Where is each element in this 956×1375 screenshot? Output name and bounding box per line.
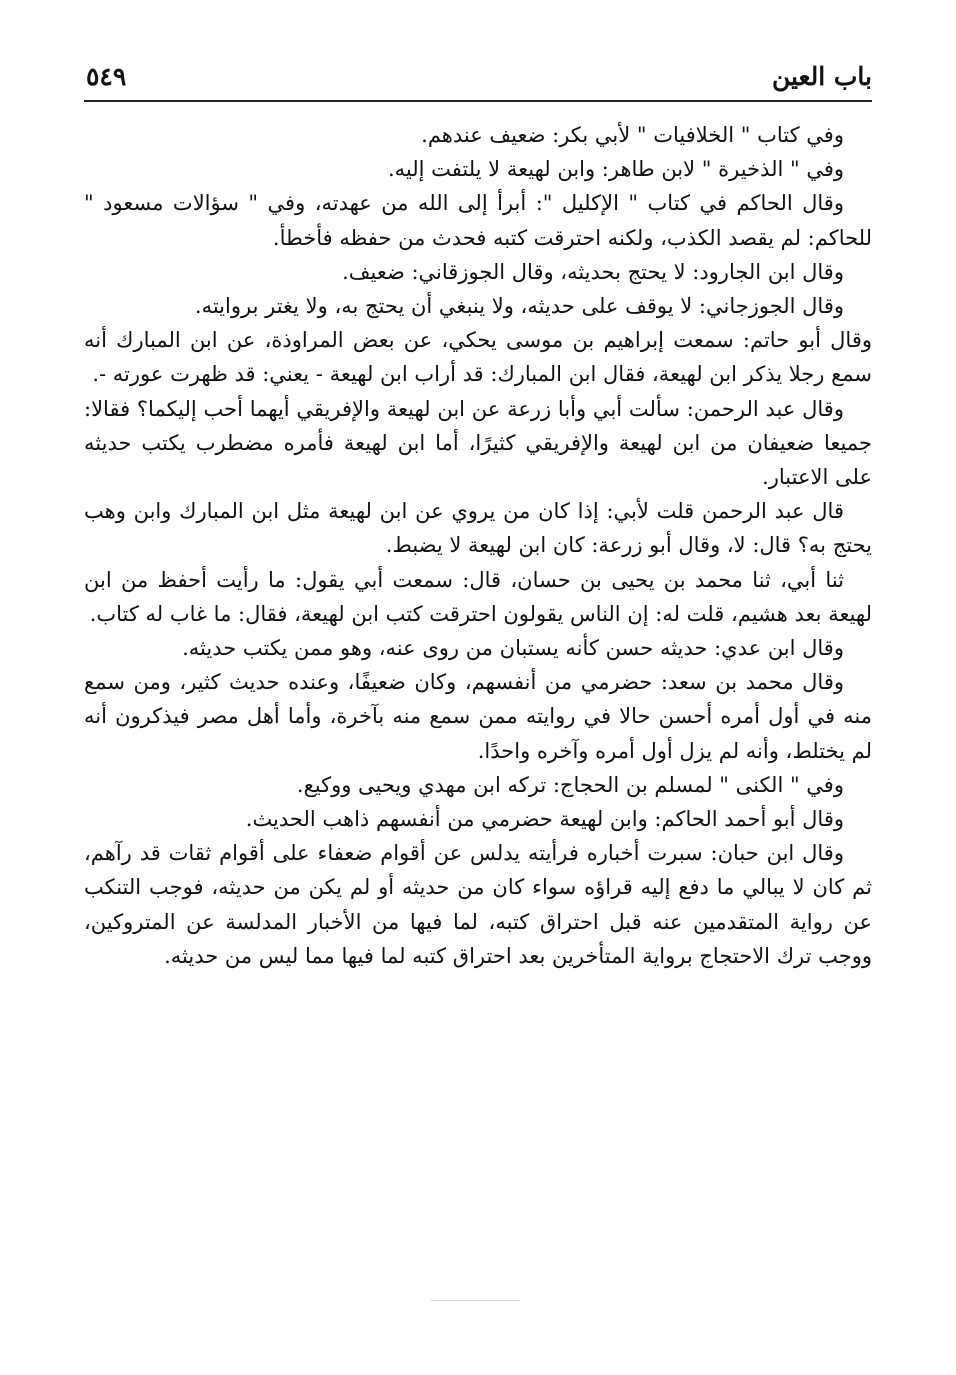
paragraph: وقال أبو أحمد الحاكم: وابن لهيعة حضرمي من أنفسهم ذاهب الحديث.: [245, 807, 844, 832]
paragraph: وقال ابن عدي: حديثه حسن كأنه يستبان من روى عنه، وهو ممن يكتب حديثه.: [182, 636, 844, 661]
paragraph: وقال ابن الجارود: لا يحتج بحديثه، وقال الجوزقاني: ضعيف.: [342, 259, 844, 284]
page-header: [84, 58, 872, 102]
paragraph: ثنا أبي، ثنا محمد بن يحيى بن حسان، قال: سمعت أبي يقول: ما رأيت أحفظ من ابن لهيعة بعد هشيم، قلت له: إن الناس يقولون احترقت كتب ابن لهيعة، فقال: ما غاب له كتاب.: [84, 567, 872, 626]
paragraph: وقال الحاكم في كتاب " الإكليل ": أبرأ إلى الله من عهدته، وفي " سؤالات مسعود " للحاكم: لم يقصد الكذب، ولكنه احترقت كتبه فحدث من حفظه فأخطأ.: [84, 191, 872, 250]
chapter-title: باب العين: [771, 62, 872, 91]
page-number: ٥٤٩: [86, 62, 127, 91]
paragraph: وفي كتاب " الخلافيات " لأبي بكر: ضعيف عندهم.: [421, 123, 844, 147]
paragraph: قال عبد الرحمن قلت لأبي: إذا كان من يروي عن ابن لهيعة مثل ابن المبارك وابن وهب يحتج به؟ قال: لا، وقال أبو زرعة: كان ابن لهيعة لا يضبط.: [84, 499, 872, 558]
page-body: [84, 118, 872, 973]
paragraph: وقال أبو حاتم: سمعت إبراهيم بن موسى يحكي، عن بعض المراوذة، عن ابن المبارك أنه سمع رجلا يذكر ابن لهيعة، فقال ابن المبارك: قد أراب ابن لهيعة - يعني: قد ظهرت عورته -.: [84, 328, 872, 387]
paragraph: وقال الجوزجاني: لا يوقف على حديثه، ولا ينبغي أن يحتج به، ولا يغتر بروايته.: [194, 294, 844, 319]
paragraph: وفي " الذخيرة " لابن طاهر: وابن لهيعة لا يلتفت إليه.: [387, 157, 844, 182]
paragraph: وقال محمد بن سعد: حضرمي من أنفسهم، وكان ضعيفًا، وعنده حديث كثير، ومن سمع منه في أول أمره أحسن حالا في روايته ممن سمع منه بآخرة، وأما أهل مصر فيذكرون أنه لم يختلط، وأنه لم يزل أول أمره وآخره واحدًا.: [84, 670, 872, 763]
paragraph: وقال ابن حبان: سبرت أخباره فرأيته يدلس عن أقوام ضعفاء على أقوام ثقات قد رآهم، ثم كان لا يبالي ما دفع إليه قراؤه سواء كان من حديثه أو لم يكن من حديثه، فوجب التنكب عن رواية المتقدمين عنه قبل احتراق كتبه، لما فيها من الأخبار المدلسة عن المتروكين، ووجب ترك الاحتجاج برواية المتأخرين بعد احتراق كتبه لما فيها مما ليس من حديثه.: [84, 841, 872, 968]
paragraph: وفي " الكنى " لمسلم بن الحجاج: تركه ابن مهدي ويحيى ووكيع.: [296, 772, 844, 797]
page-bottom-mark: [430, 1300, 520, 1301]
paragraph: وقال عبد الرحمن: سألت أبي وأبا زرعة عن ابن لهيعة والإفريقي أيهما أحب إليكما؟ فقالا: جميعا ضعيفان من ابن لهيعة والإفريقي كثيرًا، أما ابن لهيعة فأمره مضطرب يكتب حديثه على الاعتبار.: [84, 396, 872, 490]
